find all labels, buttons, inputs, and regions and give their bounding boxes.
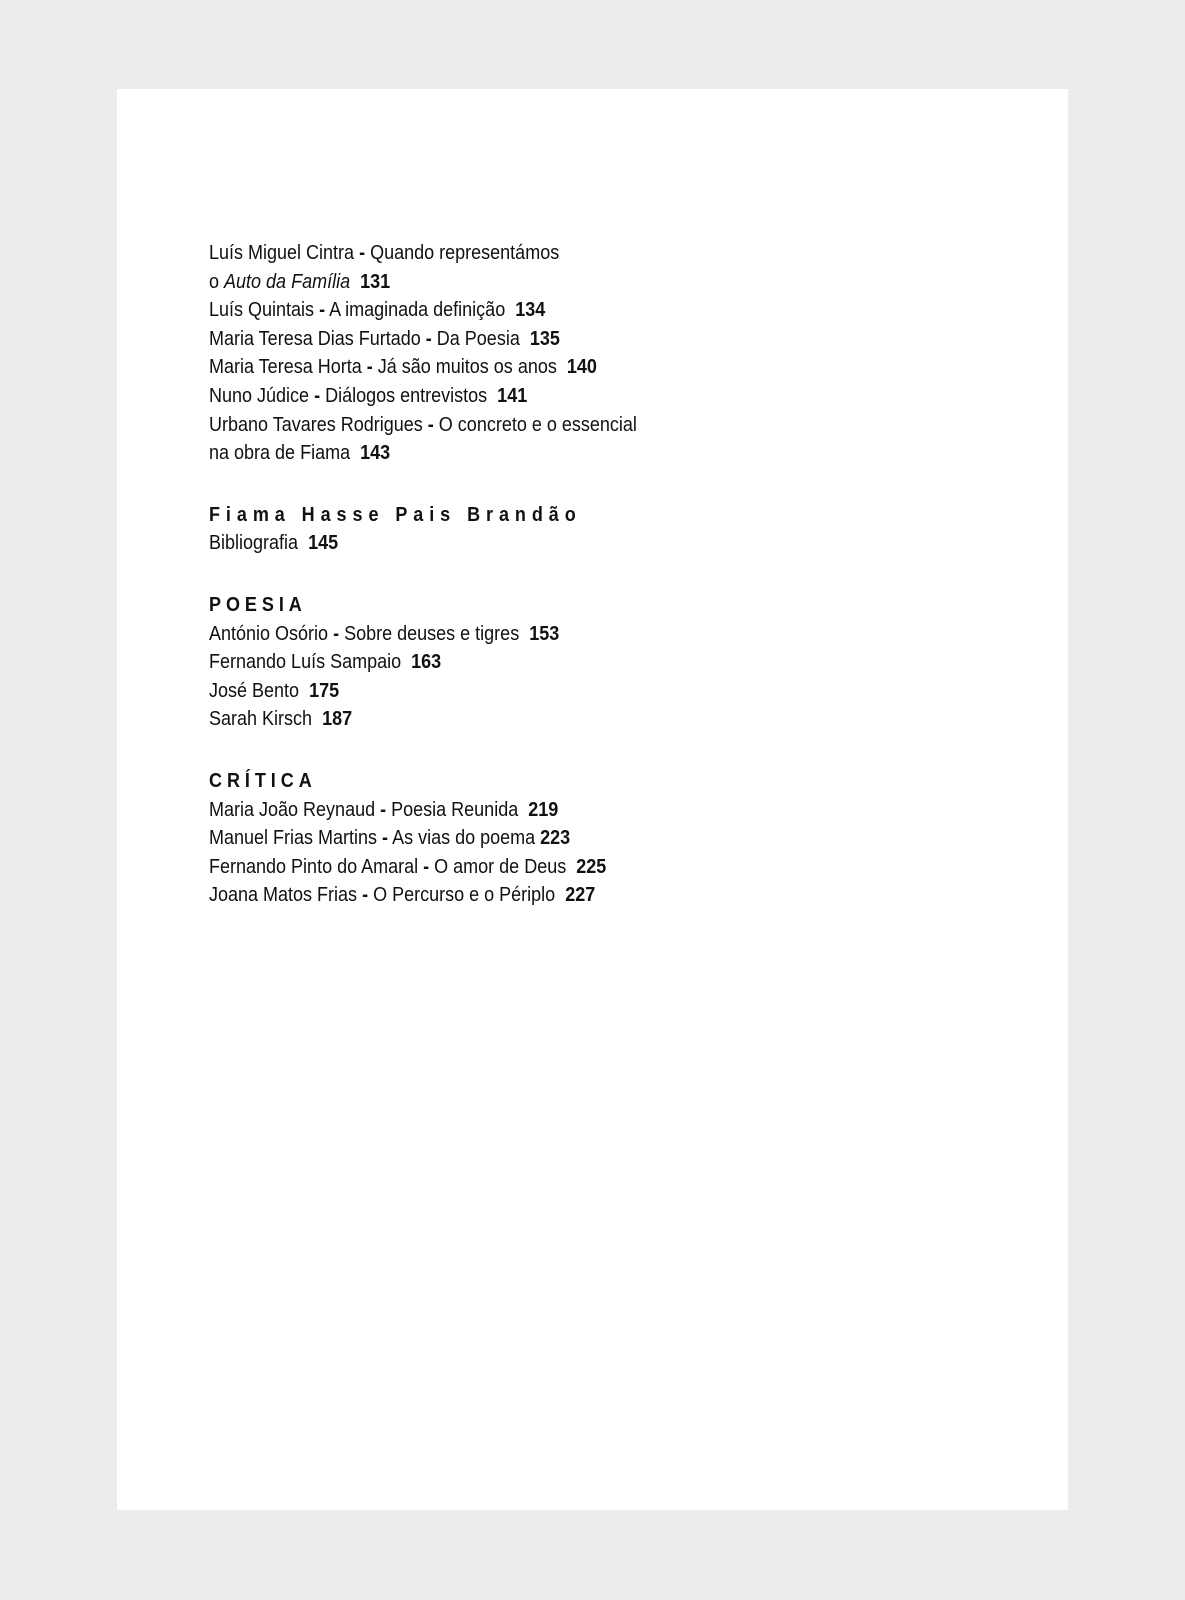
toc-entry-rodrigues-line1 <box>209 411 893 440</box>
toc-separator: - <box>362 884 369 907</box>
section-heading-bibliography: Fiama Hasse Pais Brandão <box>209 503 582 526</box>
toc-page-number: 187 <box>322 708 353 731</box>
toc-entry-bento <box>209 677 893 706</box>
section-gap <box>209 734 969 767</box>
toc-author: Nuno Júdice <box>209 384 310 407</box>
toc-author: António Osório <box>209 622 329 645</box>
toc-entry-reynaud <box>209 796 893 825</box>
toc-page-number: 163 <box>411 651 442 674</box>
toc-entry-amaral <box>209 853 893 882</box>
toc-entry-cintra-line2 <box>209 268 893 297</box>
toc-page-number: 145 <box>308 532 339 555</box>
toc-separator: - <box>359 242 366 264</box>
toc-title: As vias do poema <box>392 827 536 850</box>
toc-title: O amor de Deus <box>434 855 567 878</box>
toc-page-number: 140 <box>566 356 597 379</box>
toc-author: Fernando Luís Sampaio <box>209 651 402 674</box>
toc-title: Já são muitos os anos <box>377 356 557 379</box>
toc-author: Urbano Tavares Rodrigues <box>209 413 423 436</box>
toc-separator: - <box>319 299 326 322</box>
toc-title: O concreto e o essencial <box>438 413 637 436</box>
toc-separator: - <box>425 327 432 350</box>
toc-title-italic: Auto da Família <box>224 270 351 293</box>
toc-author: José Bento <box>209 679 300 702</box>
toc-page-number: 227 <box>565 884 596 907</box>
toc-separator: - <box>380 798 387 821</box>
toc-separator: - <box>366 356 373 379</box>
toc-title: Poesia Reunida <box>391 798 519 821</box>
section-gap <box>209 558 969 591</box>
toc-author: Sarah Kirsch <box>209 708 313 731</box>
toc-title: Da Poesia <box>436 327 520 350</box>
table-of-contents <box>209 239 969 910</box>
section-heading-critica: CRÍTICA <box>209 769 317 792</box>
toc-page-number: 223 <box>540 827 571 850</box>
toc-title: Bibliografia <box>209 532 299 555</box>
toc-separator: - <box>314 384 321 407</box>
toc-separator: - <box>427 413 434 436</box>
toc-entry-frias <box>209 881 893 910</box>
toc-entry-cintra-line1 <box>209 239 893 268</box>
toc-entry-bibliography <box>209 529 893 558</box>
toc-author: Joana Matos Frias <box>209 884 358 907</box>
toc-author: Luís Miguel Cintra <box>209 242 355 264</box>
toc-author: Luís Quintais <box>209 299 315 322</box>
toc-title-prefix: o <box>209 270 220 293</box>
section-gap <box>209 468 969 501</box>
toc-author: Maria João Reynaud <box>209 798 376 821</box>
toc-author: Fernando Pinto do Amaral <box>209 855 419 878</box>
section-heading-poesia: POESIA <box>209 593 307 616</box>
toc-separator: - <box>382 827 389 850</box>
toc-title: Sobre deuses e tigres <box>344 622 520 645</box>
toc-entry-judice <box>209 382 893 411</box>
toc-page-number: 135 <box>529 327 560 350</box>
toc-entry-horta <box>209 353 893 382</box>
toc-author: Manuel Frias Martins <box>209 827 378 850</box>
toc-entry-rodrigues-line2 <box>209 439 893 468</box>
toc-page-number: 175 <box>309 679 340 702</box>
toc-title: Quando representámos <box>370 242 560 264</box>
toc-entry-sampaio <box>209 648 893 677</box>
toc-separator: - <box>423 855 430 878</box>
toc-page-number: 131 <box>360 270 391 293</box>
document-page <box>117 89 1068 1510</box>
toc-entry-kirsch <box>209 705 893 734</box>
toc-page-number: 143 <box>360 442 391 465</box>
toc-page-number: 134 <box>515 299 546 322</box>
toc-entry-furtado <box>209 325 893 354</box>
toc-title: A imaginada definição <box>329 299 506 322</box>
toc-author: Maria Teresa Dias Furtado <box>209 327 421 350</box>
toc-entry-osorio <box>209 620 893 649</box>
toc-title: na obra de Fiama <box>209 442 351 465</box>
toc-separator: - <box>333 622 340 645</box>
toc-page-number: 225 <box>576 855 607 878</box>
toc-author: Maria Teresa Horta <box>209 356 362 379</box>
toc-page-number: 153 <box>529 622 560 645</box>
toc-entry-martins <box>209 824 893 853</box>
toc-page-number: 219 <box>528 798 559 821</box>
toc-entry-quintais <box>209 296 893 325</box>
toc-title: O Percurso e o Périplo <box>373 884 556 907</box>
toc-page-number: 141 <box>497 384 528 407</box>
toc-title: Diálogos entrevistos <box>325 384 488 407</box>
